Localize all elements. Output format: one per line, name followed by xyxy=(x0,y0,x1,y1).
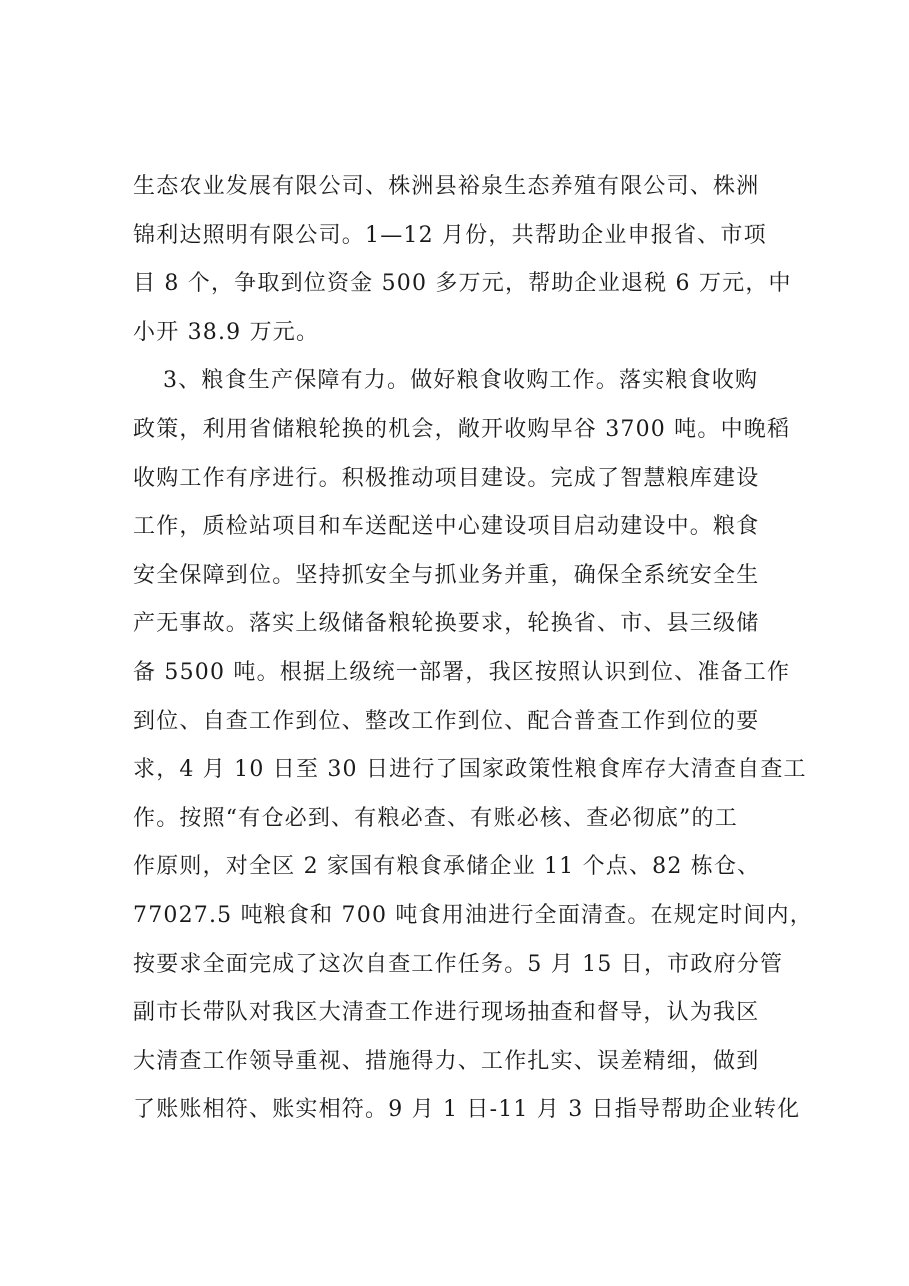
text-line: 目 8 个，争取到位资金 500 多万元，帮助企业退税 6 万元，中 xyxy=(133,271,792,297)
text-line: 副市长带队对我区大清查工作进行现场抽查和督导，认为我区 xyxy=(133,1000,760,1026)
text-line: 小开 38.9 万元。 xyxy=(133,319,320,345)
text-line: 锦利达照明有限公司。1—12 月份，共帮助企业申报省、市项 xyxy=(133,222,767,248)
text-line: 到位、自查工作到位、整改工作到位、配合普查工作到位的要 xyxy=(133,708,760,734)
body-text xyxy=(133,163,813,1135)
text-line: 工作，质检站项目和车送配送中心建设项目启动建设中。粮食 xyxy=(133,514,760,540)
paragraph-start-line: 3、粮食生产保障有力。做好粮食收购工作。落实粮食收购 xyxy=(163,368,759,394)
text-line: 备 5500 吨。根据上级统一部署，我区按照认识到位、准备工作 xyxy=(133,659,791,685)
text-line: 大清查工作领导重视、措施得力、工作扎实、误差精细，做到 xyxy=(133,1048,760,1074)
text-line: 77027.5 吨粮食和 700 吨食用油进行全面清查。在规定时间内， xyxy=(133,902,813,928)
text-line: 作。按照“有仓必到、有粮必查、有账必核、查必彻底”的工 xyxy=(133,805,738,831)
text-line: 安全保障到位。坚持抓安全与抓业务并重，确保全系统安全生 xyxy=(133,562,760,588)
text-line: 求，4 月 10 日至 30 日进行了国家政策性粮食库存大清查自查工 xyxy=(133,757,807,783)
text-line: 产无事故。落实上级储备粮轮换要求，轮换省、市、县三级储 xyxy=(133,611,760,637)
text-line: 收购工作有序进行。积极推动项目建设。完成了智慧粮库建设 xyxy=(133,465,760,491)
text-line: 政策，利用省储粮轮换的机会，敞开收购早谷 3700 吨。中晚稻 xyxy=(133,416,791,442)
text-line: 作原则，对全区 2 家国有粮食承储企业 11 个点、82 栋仓、 xyxy=(133,854,761,880)
text-line: 按要求全面完成了这次自查工作任务。5 月 15 日，市政府分管 xyxy=(133,951,784,977)
text-line: 生态农业发展有限公司、株洲县裕泉生态养殖有限公司、株洲 xyxy=(133,174,760,199)
text-line: 了账账相符、账实相符。9 月 1 日-11 月 3 日指导帮助企业转化 xyxy=(133,1097,801,1123)
